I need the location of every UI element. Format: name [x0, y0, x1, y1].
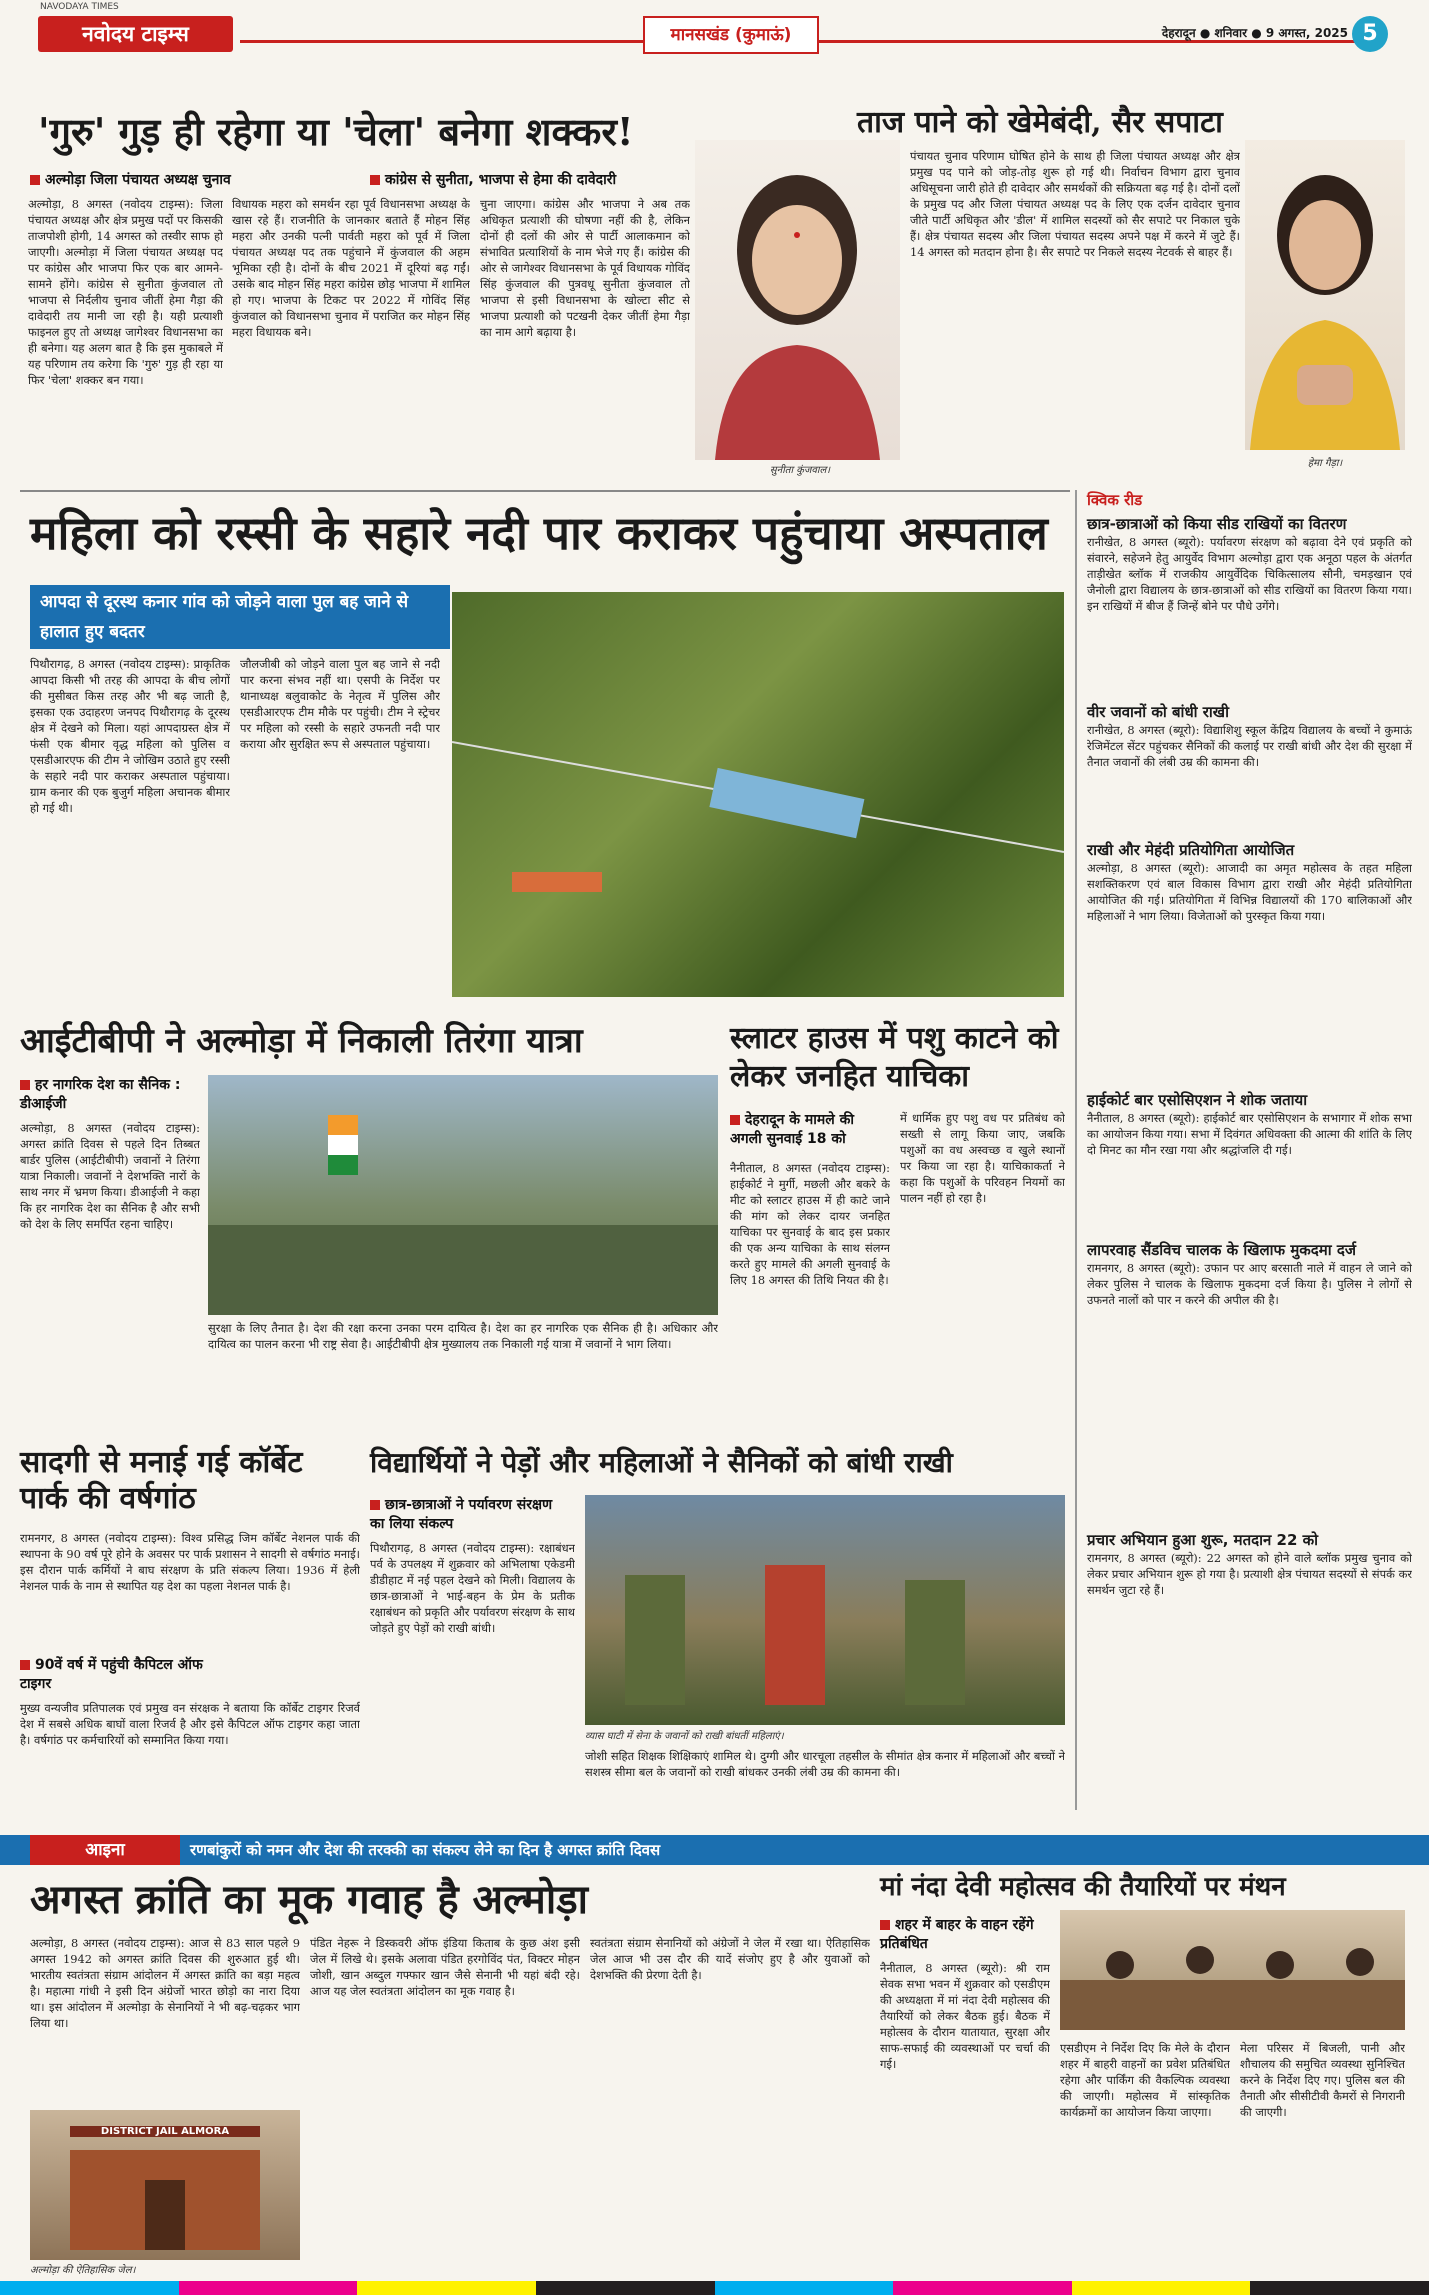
story6-subhead: 90वें वर्ष में पहुंची कैपिटल ऑफ टाइगर — [20, 1655, 220, 1693]
masthead-ribbon: NAVODAYA TIMES — [40, 2, 119, 12]
divider — [20, 490, 1070, 492]
story8-body3: स्वतंत्रता संग्राम सेनानियों को अंग्रेजों ने जेल में रखा था। ऐतिहासिक जेल आज भी उस दौर की यादें संजोए हुए है और युवाओं को देशभक्ति की प्रेरणा देती है। — [590, 1936, 870, 1982]
story9-body: नैनीताल, 8 अगस्त (ब्यूरो): श्री राम सेवक सभा भवन में शुक्रवार को एसडीएम की अध्यक्षता में मां नंदा देवी महोत्सव की तैयारियों को लेकर बैठक हुई। बैठक में महोत्सव के दौरान यातायात, सुरक्षा और साफ-सफाई की व्यवस्थाओं पर चर्चा की गई। — [880, 1961, 1050, 2071]
story4-headline: आईटीबीपी ने अल्मोड़ा में निकाली तिरंगा यात्रा — [20, 1021, 583, 1061]
story5-headline: स्लाटर हाउस में पशु काटने को लेकर जनहित याचिका — [730, 1021, 1059, 1094]
story8-body: अल्मोड़ा, 8 अगस्त (नवोदय टाइम्स): आज से 83 साल पहले 9 अगस्त 1942 को अगस्त क्रांति दिवस की शुरुआत हुई थी। भारतीय स्वतंत्रता संग्राम आंदोलन में अगस्त क्रांति का बड़ा महत्व है। महात्मा गांधी ने इसी दिन अंग्रेजों भारत छोड़ो का नारा दिया था। इस आंदोलन में अल्मोड़ा के सेनानियों ने भी बढ़-चढ़कर भाग लिया था। — [30, 1936, 300, 2030]
story9-subhead: शहर में बाहर के वाहन रहेंगे प्रतिबंधित — [880, 1915, 1050, 1953]
story1-col1: अल्मोड़ा, 8 अगस्त (नवोदय टाइम्स): जिला पंचायत अध्यक्ष और क्षेत्र प्रमुख पदों पर किसकी ताजपोशी होगी, 14 अगस्त को तस्वीर साफ हो जाएगी। अल्मोड़ा में जिला पंचायत अध्यक्ष पद पर कांग्रेस और भाजपा फिर एक बार आमने-सामने होंगे। कांग्रेस से सुनीता कुंजवाल तो भाजपा से निर्दलीय चुनाव जीतीं हेमा गैड़ा की दावेदारी तय मानी जा रही है। यही प्रत्याशी फाइनल हुए तो अध्यक्ष जागेश्वर विधानसभा का ही बनेगा। यह अलग बात है कि इस मुकाबले में यह परिणाम तय करेगा कि 'गुरु' गुड़ ही रहा या फिर 'चेला' शक्कर बन गया। — [28, 197, 223, 387]
story8-body2: पंडित नेहरू ने डिस्कवरी ऑफ इंडिया किताब के कुछ अंश इसी जेल में लिखे थे। इसके अलावा पंडित हरगोविंद पंत, विक्टर मोहन जोशी, खान अब्दुल गफ्फार खान जैसे सेनानी भी यहां बंदी रहे। आज यह जेल स्वतंत्रता आंदोलन का मूक गवाह है। — [310, 1936, 580, 1998]
story6-body2: मुख्य वन्यजीव प्रतिपालक एवं प्रमुख वन संरक्षक ने बताया कि कॉर्बेट टाइगर रिजर्व देश में सबसे अधिक बाघों वाला रिजर्व है और इसे कैपिटल ऑफ टाइगर कहा जाता है। वर्षगांठ पर कर्मचारियों को सम्मानित किया गया। — [20, 1701, 360, 1747]
jail-caption: अल्मोड़ा की ऐतिहासिक जेल। — [30, 2265, 136, 2276]
story9-body3: मेला परिसर में बिजली, पानी और शौचालय की समुचित व्यवस्था सुनिश्चित करने के निर्देश दिए गए। पुलिस बल की तैनाती और सीसीटीवी कैमरों से निगरानी की जाएगी। — [1240, 2041, 1405, 2119]
story1-col3: चुना जाएगा। कांग्रेस और भाजपा ने अब तक अधिकृत प्रत्याशी की घोषणा नहीं की है, लेकिन दोनों ही दलों की ओर से पार्टी आलाकमान को संभावित प्रत्याशियों के नाम भेजे गए हैं। कांग्रेस की ओर से जागेश्वर विधानसभा के पूर्व विधायक गोविंद सिंह कुंजवाल की पुत्रवधू सुनीता कुंजवाल तो भाजपा से इसी विधानसभा के खोल्टा सीट से भाजपा प्रत्याशी को पटखनी देकर जीतीं हेमा गैड़ा का नाम आगे बढ़ाया है। — [480, 197, 690, 339]
rescue-photo — [452, 592, 1064, 997]
sidebar-item-body: रामनगर, 8 अगस्त (ब्यूरो): 22 अगस्त को होने वाले ब्लॉक प्रमुख चुनाव को लेकर प्रचार अभियान शुरू हो गया है। प्रत्याशी क्षेत्र पंचायत सदस्यों से संपर्क कर समर्थन जुटा रहे हैं। — [1087, 1551, 1412, 1597]
portrait-sunita — [695, 140, 900, 460]
story7-body: पिथौरागढ़, 8 अगस्त (नवोदय टाइम्स): रक्षाबंधन पर्व के उपलक्ष्य में शुक्रवार को अभिलाषा एकेडमी डीडीहाट में नई पहल देखने को मिली। विद्यालय के छात्र-छात्राओं ने भाई-बहन के प्रेम के प्रतीक रक्षाबंधन को प्रकृति और पर्यावरण संरक्षण के साथ जोड़ते हुए पेड़ों को राखी बांधी। — [370, 1541, 575, 1635]
story5-body2: में धार्मिक हुए पशु वध पर प्रतिबंध को सख्ती से लागू किया जाए, जबकि पशुओं का वध अस्वच्छ व खुले स्थानों पर किया जा रहा है। याचिकाकर्ता ने कहा कि पशुओं के परिवहन नियमों का पालन नहीं हो रहा है। — [900, 1111, 1065, 1205]
story3-col1: पिथौरागढ़, 8 अगस्त (नवोदय टाइम्स): प्राकृतिक आपदा किसी भी तरह की आपदा के बीच लोगों की मुसीबत किस तरह और भी बढ़ जाती है, इसका एक उदाहरण जनपद पिथौरागढ़ के दूरस्थ क्षेत्र में देखने को मिला। यहां आपदाग्रस्त क्षेत्र में फंसी एक बीमार वृद्ध महिला को पुलिस व एसडीआरएफ की टीम ने जोखिम उठाते हुए रस्सी के सहारे नदी पार कराकर अस्पताल पहुंचाया। ग्राम कनार की एक बुजुर्ग महिला अचानक बीमार हो गई थी। — [30, 657, 230, 815]
story8-headline: अगस्त क्रांति का मूक गवाह है अल्मोड़ा — [30, 1876, 588, 1923]
meeting-photo — [1060, 1910, 1405, 2030]
story7-headline: विद्यार्थियों ने पेड़ों और महिलाओं ने सैनिकों को बांधी राखी — [370, 1446, 953, 1479]
story2-body: पंचायत चुनाव परिणाम घोषित होने के साथ ही जिला पंचायत अध्यक्ष और क्षेत्र प्रमुख पद पाने को जोड़-तोड़ शुरू हो गई थी। निर्वाचन विभाग द्वारा चुनाव अधिसूचना जारी होते ही दावेदार और समर्थकों की सक्रियता बढ़ गई है। दोनों दलों के प्रमुख पद और जिला पंचायत अध्यक्ष पद के लिए एक दर्जन दावेदार चुनाव जीते पार्टी अधिकृत और 'डील' में शामिल सदस्यों को सैर सपाटे पर निकाल चुके हैं। क्षेत्र पंचायत सदस्य और जिला पंचायत सदस्य अपने पक्ष में करने में जुटे हैं। 14 अगस्त को मतदान होना है। सैर सपाटे पर निकले सदस्य नेटवर्क से बाहर हैं। — [910, 149, 1240, 259]
story3-headline: महिला को रस्सी के सहारे नदी पार कराकर पहुंचाया अस्पताल — [30, 506, 1048, 560]
sidebar-item-body: रामनगर, 8 अगस्त (ब्यूरो): उफान पर आए बरसाती नाले में वाहन ले जाने को लेकर पुलिस ने चालक के खिलाफ मुकदमा दर्ज किया है। पुलिस ने लोगों से उफनते नालों को पार न करने की अपील की है। — [1087, 1261, 1412, 1307]
story5-subhead: देहरादून के मामले की अगली सुनवाई 18 को — [730, 1110, 890, 1148]
story4-body: अल्मोड़ा, 8 अगस्त (नवोदय टाइम्स): अगस्त क्रांति दिवस से पहले दिन तिब्बत बार्डर पुलिस (आईटीबीपी) जवानों ने तिरंगा यात्रा निकाली। जवानों ने देशभक्ति नारों के साथ नगर में भ्रमण किया। डीआईजी ने कहा कि हर नागरिक देश का सैनिक है और सभी को देश के लिए समर्पित रहना चाहिए। — [20, 1121, 200, 1231]
portrait-hema-drawing — [1245, 140, 1405, 450]
jail-photo — [30, 2110, 300, 2260]
story1-col2: विधायक महरा को समर्थन रहा पूर्व विधानसभा अध्यक्ष के खास रहे हैं। राजनीति के जानकार बताते हैं मोहन सिंह महरा और उनकी पत्नी पार्वती महरा को पूर्व में जिला पंचायत अध्यक्ष पद तक पहुंचाने में कुंजवाल की अहम भूमिका रही है। दोनों के बीच 2021 में दूरियां बढ़ गईं। उसके बाद मोहन सिंह महरा कांग्रेस छोड़ भाजपा में शामिल हो गए। भाजपा के टिकट पर 2022 में गोविंद सिंह कुंजवाल को विधानसभा चुनाव में पराजित कर मोहन सिंह महरा विधायक बने। — [232, 197, 470, 339]
rescue-photo-drawing — [452, 592, 1064, 997]
story3-kicker: आपदा से दूरस्थ कनार गांव को जोड़ने वाला पुल बह जाने से हालात हुए बदतर — [30, 585, 450, 649]
dateline: देहरादून ● शनिवार ● 9 अगस्त, 2025 — [1161, 26, 1348, 40]
rakhi-caption: व्यास घाटी में सेना के जवानों को राखी बांधतीं महिलाएं। — [585, 1731, 784, 1742]
sidebar-item-title: लापरवाह सैंडविच चालक के खिलाफ मुकदमा दर्ज — [1087, 1241, 1356, 1259]
story1-headline: 'गुरु' गुड़ ही रहेगा या 'चेला' बनेगा शक्कर! — [38, 109, 634, 154]
aaina-band — [0, 1835, 1429, 1865]
story5-body: नैनीताल, 8 अगस्त (नवोदय टाइम्स): हाईकोर्ट ने मुर्गी, मछली और बकरे के मीट को स्लाटर हाउस में ही काटे जाने की मांग को लेकर दायर जनहित याचिका पर सुनवाई के बाद इस प्रकार की एक अन्य याचिका के साथ संलग्न करते हुए मामले की अगली सुनवाई के लिए 18 अगस्त की तिथि नियत की है। — [730, 1161, 890, 1287]
rakhi-photo — [585, 1495, 1065, 1725]
masthead — [0, 12, 1429, 58]
aaina-text: रणबांकुरों को नमन और देश की तरक्की का संकल्प लेने का दिन है अगस्त क्रांति दिवस — [190, 1841, 661, 1859]
sidebar-item-body: रानीखेत, 8 अगस्त (ब्यूरो): विद्याशिशु स्कूल केंद्रिय विद्यालय के बच्चों ने कुमाऊं रेजिमेंटल सेंटर पहुंचकर सैनिकों की कलाई पर राखी बांधी और देश की सुरक्षा में तैनात जवानों की लंबी उम्र की कामना की। — [1087, 723, 1412, 769]
story7-subhead: छात्र-छात्राओं ने पर्यावरण संरक्षण का लिया संकल्प — [370, 1495, 570, 1533]
brand-logo: नवोदय टाइम्स — [38, 16, 233, 52]
sidebar-item-campaign — [1087, 1530, 1412, 1800]
jail-sign: DISTRICT JAIL ALMORA — [70, 2126, 260, 2137]
sidebar — [1075, 490, 1417, 1810]
portrait-sunita-drawing — [695, 140, 900, 460]
sidebar-item-body: अल्मोड़ा, 8 अगस्त (ब्यूरो): आजादी का अमृत महोत्सव के तहत महिला सशक्तिकरण एवं बाल विकास विभाग द्वारा राखी और मेहंदी प्रतियोगिता आयोजित की गई। प्रतियोगिता में विभिन्न विद्यालयों की 170 बालिकाओं और महिलाओं ने भाग लिया। विजेताओं को पुरस्कृत किया गया। — [1087, 861, 1412, 923]
sidebar-item-bar-association — [1087, 1090, 1412, 1230]
sidebar-item-title: वीर जवानों को बांधी राखी — [1087, 703, 1229, 721]
sidebar-item-seed-rakhi — [1087, 514, 1412, 694]
caption-hema: हेमा गैड़ा। — [1307, 458, 1343, 469]
story9-body2: एसडीएम ने निर्देश दिए कि मेले के दौरान शहर में बाहरी वाहनों का प्रवेश प्रतिबंधित रहेगा और पार्किंग की वैकल्पिक व्यवस्था की जाएगी। महोत्सव में सांस्कृतिक कार्यक्रमों का आयोजन किया जाएगा। — [1060, 2041, 1230, 2119]
story3-col2: जौलजीबी को जोड़ने वाला पुल बह जाने से नदी पार करना संभव नहीं था। एसपी के निर्देश पर थानाध्यक्ष बलुवाकोट के नेतृत्व में पुलिस और एसडीआरएफ टीम मौके पर पहुंची। टीम ने स्ट्रेचर पर महिला को रस्सी के सहारे उफनती नदी पार कराया और सुरक्षित रूप से अस्पताल पहुंचाया। — [240, 657, 440, 751]
rakhi-photo-drawing — [585, 1495, 1065, 1725]
story6-headline: सादगी से मनाई गई कॉर्बेट पार्क की वर्षगांठ — [20, 1445, 303, 1516]
story9-headline: मां नंदा देवी महोत्सव की तैयारियों पर मंथन — [880, 1872, 1286, 1902]
tiranga-photo — [208, 1075, 718, 1315]
story2-headline: ताज पाने को खेमेबंदी, सैर सपाटा — [857, 105, 1223, 140]
story4-subhead: हर नागरिक देश का सैनिक : डीआईजी — [20, 1075, 200, 1113]
sidebar-item-body: नैनीताल, 8 अगस्त (ब्यूरो): हाईकोर्ट बार एसोसिएशन के सभागार में शोक सभा का आयोजन किया गया। सभा में दिवंगत अधिवक्ता की आत्मा की शांति के लिए दो मिनट का मौन रखा गया और श्रद्धांजलि दी गई। — [1087, 1111, 1412, 1157]
portrait-hema — [1245, 140, 1405, 450]
story1-subhead: अल्मोड़ा जिला पंचायत अध्यक्ष चुनाव — [30, 170, 370, 189]
aaina-label: आइना — [30, 1835, 180, 1865]
print-color-bar — [0, 2281, 1429, 2295]
section-tab: मानसखंड (कुमाऊं) — [643, 16, 819, 54]
sidebar-label: क्विक रीड — [1087, 491, 1143, 509]
story6-body: रामनगर, 8 अगस्त (नवोदय टाइम्स): विश्व प्रसिद्ध जिम कॉर्बेट नेशनल पार्क की स्थापना के 90 वर्ष पूरे होने के अवसर पर पार्क प्रशासन ने सादगी से वर्षगांठ मनाई। इस दौरान पार्क कर्मियों ने बाघ संरक्षण के प्रति संकल्प लिया। 1936 में हेली नेशनल पार्क के नाम से स्थापित यह देश का पहला नेशनल पार्क है। — [20, 1531, 360, 1593]
sidebar-item-mehndi — [1087, 840, 1412, 1080]
page-number: 5 — [1352, 16, 1388, 52]
sidebar-item-title: प्रचार अभियान हुआ शुरू, मतदान 22 को — [1087, 1531, 1319, 1549]
sidebar-item-body: रानीखेत, 8 अगस्त (ब्यूरो): पर्यावरण संरक्षण को बढ़ावा देने एवं प्रकृति को संवारने, सहेजने हेतु आयुर्वेद विभाग अल्मोड़ा द्वारा एक अनूठा पहल के अंतर्गत ताड़ीखेत ब्लॉक में राजकीय आयुर्वेदिक चिकित्सालय सौनी, चमड़खान एवं जैनोली द्वारा विद्यालय के छात्र-छात्राओं को सीड राखियों का वितरण किया गया। इन राखियों में बीज हैं जिन्हें बोने पर पौधे उगेंगे। — [1087, 535, 1412, 613]
sidebar-item-soldiers — [1087, 702, 1412, 832]
sidebar-item-title: हाईकोर्ट बार एसोसिएशन ने शोक जताया — [1087, 1091, 1308, 1109]
meeting-photo-drawing — [1060, 1910, 1405, 2030]
tiranga-photo-drawing — [208, 1075, 718, 1315]
story1-subhead2: कांग्रेस से सुनीता, भाजपा से हेमा की दावेदारी — [370, 170, 710, 189]
sidebar-item-case-filed — [1087, 1240, 1412, 1520]
sidebar-item-title: राखी और मेहंदी प्रतियोगिता आयोजित — [1087, 841, 1295, 859]
story7-body2: जोशी सहित शिक्षक शिक्षिकाएं शामिल थे। दुग्गी और धारचूला तहसील के सीमांत क्षेत्र कनार में महिलाओं और बच्चों ने सशस्त्र सीमा बल के जवानों को राखी बांधकर उनकी लंबी उम्र की कामना की। — [585, 1749, 1065, 1779]
caption-sunita: सुनीता कुंजवाल। — [769, 465, 831, 476]
story4-body2: सुरक्षा के लिए तैनात है। देश की रक्षा करना उनका परम दायित्व है। देश का हर नागरिक एक सैनिक ही है। अधिकार और दायित्व का पालन करना भी राष्ट्र सेवा है। आईटीबीपी क्षेत्र मुख्यालय तक निकाली गई यात्रा में जवानों ने भाग लिया। — [208, 1321, 718, 1351]
sidebar-item-title: छात्र-छात्राओं को किया सीड राखियों का वितरण — [1087, 515, 1347, 533]
